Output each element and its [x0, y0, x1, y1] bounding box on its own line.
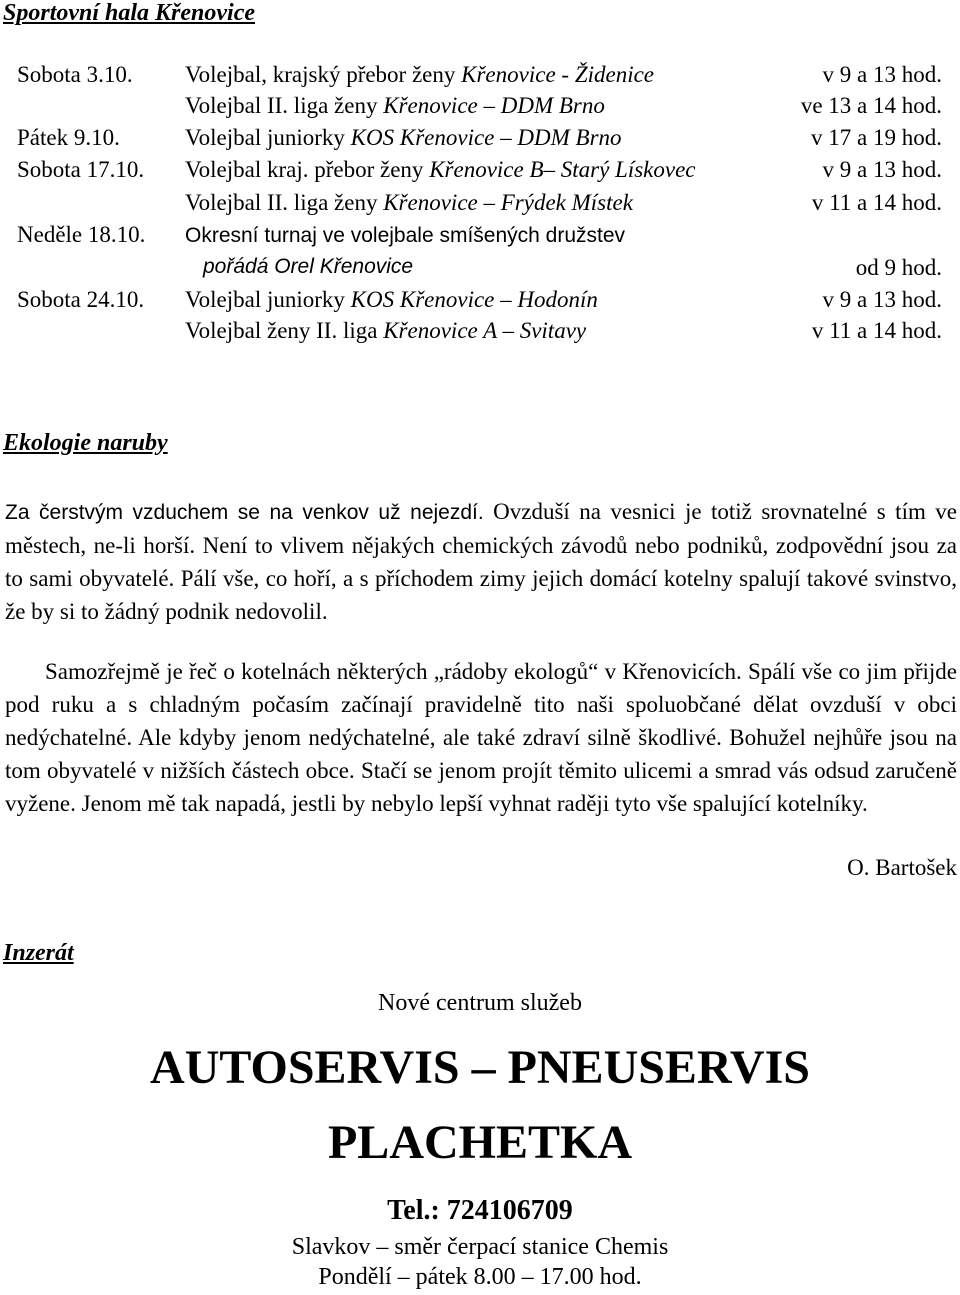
schedule-date: Pátek 9.10. — [17, 125, 120, 150]
sport-heading: Sportovní hala Křenovice — [3, 0, 256, 26]
ecology-heading: Ekologie naruby — [3, 430, 168, 456]
schedule-time: v 9 a 13 hod. — [822, 287, 942, 312]
schedule-event: Volejbal II. liga ženy Křenovice – DDM Brno — [185, 93, 605, 118]
schedule-event: Volejbal juniorky KOS Křenovice – Hodonín — [185, 287, 598, 312]
ad-address: Slavkov – směr čerpací stanice Chemis — [291, 1234, 669, 1260]
schedule-time: v 17 a 19 hod. — [811, 125, 942, 150]
ad-phone: Tel.: 724106709 — [387, 1195, 573, 1226]
article-paragraph — [5, 495, 957, 628]
schedule-time: v 11 a 14 hod. — [811, 190, 942, 215]
schedule-time: ve 13 a 14 hod. — [800, 93, 942, 118]
ad-title: AUTOSERVIS – PNEUSERVIS — [150, 1041, 810, 1094]
article-text: Ovzduší na vesnici je totiž srovnatelné s tím ve městech, ne-li horší. Není to vlivem nějakých chemických závodů nebo podniků, zodpovědní jsou za to sami obyvatelé. Pálí vše, co hoří, a s příchodem zimy jejich domácí kotelny spalují takové svinstvo, že by si to žádný podnik nedovolil. — [5, 499, 957, 624]
ad-hours: Pondělí – pátek 8.00 – 17.00 hod. — [318, 1264, 642, 1290]
schedule-date: Sobota 24.10. — [17, 287, 145, 312]
schedule-event: Volejbal II. liga ženy Křenovice – Frýdek Místek — [185, 190, 633, 215]
schedule-event: Okresní turnaj ve volejbale smíšených družstev — [185, 224, 626, 247]
article-lead: Za čerstvým vzduchem se na venkov už nejezdí. — [5, 501, 484, 524]
ad-heading: Inzerát — [3, 940, 74, 966]
ad-subtitle: Nové centrum služeb — [378, 990, 582, 1016]
schedule-event: Volejbal, krajský přebor ženy Křenovice - Židenice — [185, 62, 655, 87]
schedule-event: Volejbal ženy II. liga Křenovice A – Svitavy — [185, 318, 587, 343]
schedule-event: pořádá Orel Křenovice — [203, 255, 414, 278]
schedule-time: v 9 a 13 hod. — [822, 62, 942, 87]
schedule-time: v 9 a 13 hod. — [822, 157, 942, 182]
article-paragraph: Samozřejmě je řeč o kotelnách některých „rádoby ekologů“ v Křenovicích. Spálí vše co jim přijde pod ruku a s chladným počasím začínají pravidelně tito naši spoluobčané dělat ovzduší v obci nedýchatelné. Ale kdyby jenom nedýchatelné, ale také zdraví silně škodlivé. Bohužel nejhůře jsou na tom obyvatelé v nižších částech obce. Stačí se jenom projít těmito ulicemi a smrad vás odsud zaručeně vyžene. Jenom mě tak napadá, jestli by nebylo lepší vyhnat raději tyto vše spalující kotelníky. — [5, 659, 957, 816]
ad-title-name: PLACHETKA — [327, 1116, 633, 1169]
schedule-event: Volejbal kraj. přebor ženy Křenovice B– Starý Lískovec — [185, 157, 696, 182]
schedule-date: Neděle 18.10. — [17, 222, 146, 247]
schedule-time: od 9 hod. — [855, 255, 942, 280]
schedule-date: Sobota 3.10. — [17, 62, 133, 87]
schedule-date: Sobota 17.10. — [17, 157, 145, 182]
schedule-time: v 11 a 14 hod. — [811, 318, 942, 343]
schedule-event: Volejbal juniorky KOS Křenovice – DDM Brno — [185, 125, 622, 150]
article-author: O. Bartošek — [847, 855, 957, 880]
